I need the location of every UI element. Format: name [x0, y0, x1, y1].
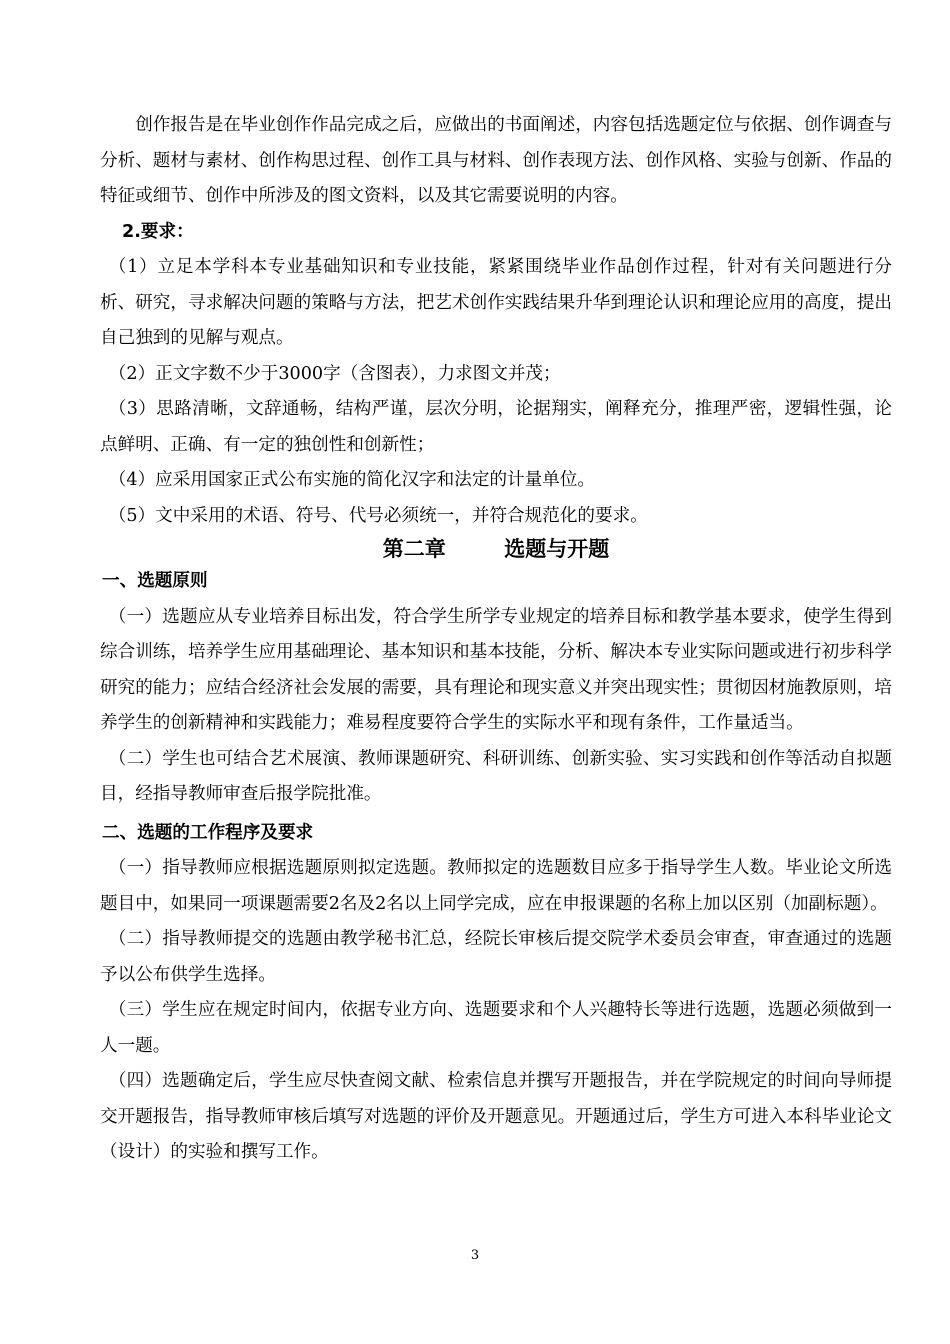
principle-paragraph-2: （二）学生也可结合艺术展演、教师课题研究、科研训练、创新实验、实习实践和创作等活动自拟题目，经指导教师审查后报学院批准。 — [100, 748, 892, 804]
requirement-item-4: （4）应采用国家正式公布实施的简化汉字和法定的计量单位。 — [108, 470, 596, 490]
procedure-paragraph-1: （一）指导教师应根据选题原则拟定选题。教师拟定的选题数目应多于指导学生人数。毕业论文所选题目中，如果同一项课题需要2名及2名以上同学完成，应在申报课题的名称上加以区别（加副标题）。 — [100, 858, 892, 914]
procedure-paragraph-3: （三）学生应在规定时间内，依据专业方向、选题要求和个人兴趣特长等进行选题，选题必须做到一人一题。 — [100, 1000, 892, 1056]
section-title-procedure: 二、选题的工作程序及要求 — [102, 822, 314, 843]
principle-paragraph-1: （一）选题应从专业培养目标出发，符合学生所学专业规定的培养目标和教学基本要求，使学生得到综合训练，培养学生应用基础理论、基本知识和基本技能，分析、解决本专业实际问题或进行初步科学研究的能力；应结合经济社会发展的需要，具有理论和现实意义并突出现实性；贯彻因材施教原则，培养学生的创新精神和实践能力；难易程度要符合学生的实际水平和现有条件，工作量适当。 — [100, 606, 892, 733]
requirement-item-3: （3）思路清晰，文辞通畅，结构严谨，层次分明，论据翔实，阐释充分，推理严密，逻辑性强，论点鲜明、正确、有一定的独创性和创新性； — [100, 399, 892, 455]
requirement-item-1: （1）立足本学科本专业基础知识和专业技能，紧紧围绕毕业作品创作过程，针对有关问题进行分析、研究，寻求解决问题的策略与方法，把艺术创作实践结果升华到理论认识和理论应用的高度，提出自己独到的见解与观点。 — [100, 257, 892, 348]
page-number: 3 — [470, 1248, 480, 1263]
requirement-item-5: （5）文中采用的术语、符号、代号必须统一，并符合规范化的要求。 — [108, 505, 648, 526]
chapter-title: 选题与开题 — [504, 537, 610, 561]
procedure-paragraph-2: （二）指导教师提交的选题由教学秘书汇总，经院长审核后提交院学术委员会审查，审查通过的选题予以公布供学生选择。 — [100, 929, 892, 985]
chapter-number: 第二章 — [382, 537, 446, 561]
chapter-heading — [100, 534, 892, 564]
section-title-principles: 一、选题原则 — [102, 571, 208, 591]
requirements-heading: 2.要求： — [122, 221, 194, 242]
requirement-item-2: （2）正文字数不少于3000字（含图表），力求图文并茂； — [108, 363, 561, 384]
intro-paragraph: 创作报告是在毕业创作作品完成之后，应做出的书面阐述，内容包括选题定位与依据、创作调查与分析、题材与素材、创作构思过程、创作工具与材料、创作表现方法、创作风格、实验与创新、作品的特征或细节、创作中所涉及的图文资料，以及其它需要说明的内容。 — [100, 115, 892, 206]
procedure-paragraph-4: （四）选题确定后，学生应尽快查阅文献、检索信息并撰写开题报告，并在学院规定的时间向导师提交开题报告，指导教师审核后填写对选题的评价及开题意见。开题通过后，学生方可进入本科毕业论文（设计）的实验和撰写工作。 — [100, 1071, 892, 1162]
document-page — [100, 108, 892, 1171]
